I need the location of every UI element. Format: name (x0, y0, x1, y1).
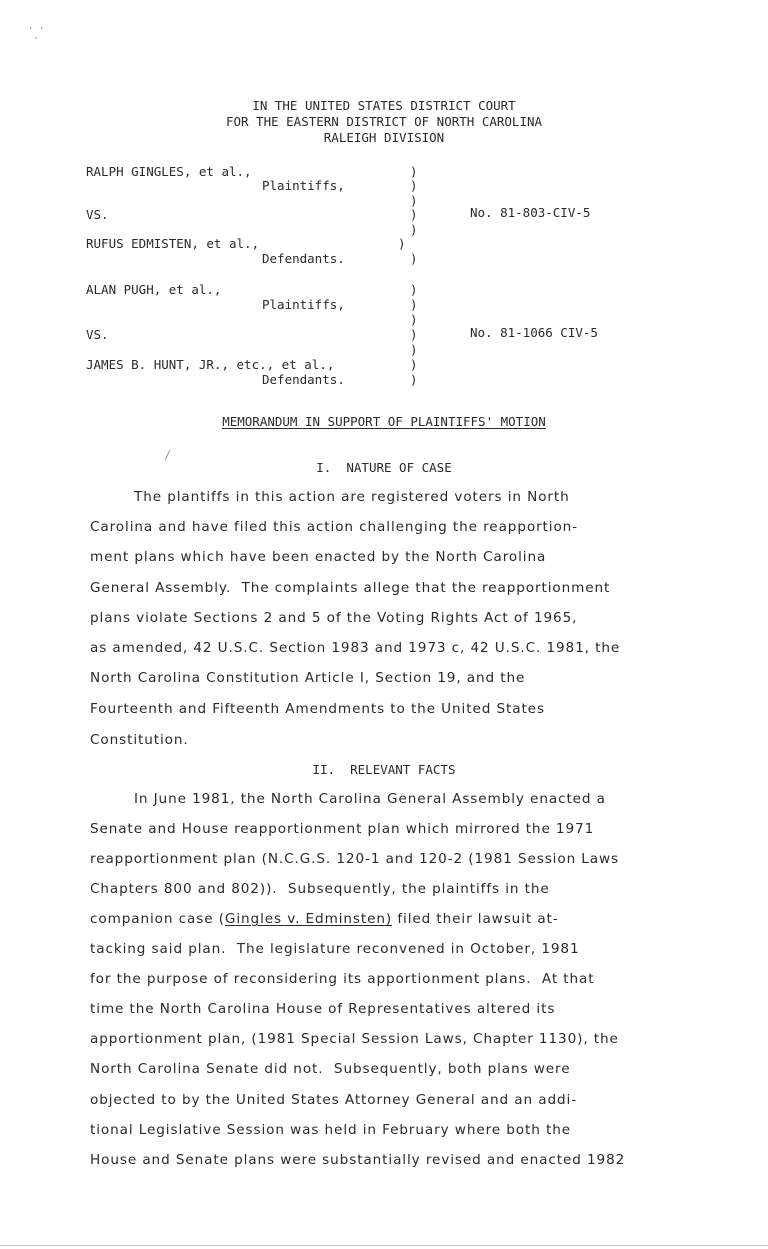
paragraph-line: for the purpose of reconsidering its apportionment plans. At that (90, 971, 595, 987)
paragraph-line: Chapters 800 and 802)). Subsequently, the plaintiffs in the (90, 881, 550, 897)
caption-paren: ) (410, 342, 418, 357)
caption-paren: ) (410, 251, 418, 266)
section-heading: II. RELEVANT FACTS (312, 762, 456, 777)
paragraph-line: Carolina and have filed this action challenging the reapportion- (90, 519, 579, 535)
paragraph-line: ment plans which have been enacted by the North Carolina (90, 549, 547, 565)
paragraph-line (90, 911, 559, 927)
caption-paren: ) (410, 282, 418, 297)
paragraph-line: In June 1981, the North Carolina General Assembly enacted a (134, 791, 606, 807)
paragraph-line: time the North Carolina House of Representatives altered its (90, 1001, 556, 1017)
case1-defendant-role: Defendants. (262, 251, 345, 266)
case2-plaintiff: ALAN PUGH, et al., (86, 282, 222, 297)
scan-mark: / (164, 448, 172, 462)
page-edge-line (0, 1245, 768, 1246)
case1-defendant: RUFUS EDMISTEN, et al., (86, 236, 260, 251)
case1-versus: VS. (86, 207, 109, 222)
case2-number: No. 81-1066 CIV-5 (470, 325, 598, 340)
paragraph-line: reapportionment plan (N.C.G.S. 120-1 and 120-2 (1981 Session Laws (90, 851, 620, 867)
memorandum-title: MEMORANDUM IN SUPPORT OF PLAINTIFFS' MOTION (222, 414, 546, 429)
paragraph-line: tacking said plan. The legislature reconvened in October, 1981 (90, 941, 580, 957)
paragraph-line: North Carolina Senate did not. Subsequently, both plans were (90, 1061, 571, 1077)
case-line-prefix: companion case ( (90, 911, 225, 927)
section-heading: I. NATURE OF CASE (316, 460, 452, 475)
paragraph-line: The plantiffs in this action are registered voters in North (134, 489, 570, 505)
caption-paren: ) (398, 236, 406, 251)
case2-plaintiff-role: Plaintiffs, (262, 297, 345, 312)
caption-paren: ) (410, 207, 418, 222)
scan-specks: · · · (28, 24, 45, 44)
caption-paren: ) (410, 357, 418, 372)
paragraph-line: plans violate Sections 2 and 5 of the Voting Rights Act of 1965, (90, 610, 578, 626)
caption-paren: ) (410, 372, 418, 387)
caption-paren: ) (410, 222, 418, 237)
case1-number: No. 81-803-CIV-5 (470, 205, 591, 220)
court-division-line: RALEIGH DIVISION (323, 130, 445, 145)
case2-versus: VS. (86, 327, 109, 342)
paragraph-line: General Assembly. The complaints allege that the reapportionment (90, 580, 611, 596)
case-line-suffix: filed their lawsuit at- (392, 911, 559, 927)
paragraph-line: tional Legislative Session was held in February where both the (90, 1122, 572, 1138)
caption-paren: ) (410, 297, 418, 312)
court-name-line: IN THE UNITED STATES DISTRICT COURT (252, 98, 516, 113)
paragraph-line: Fourteenth and Fifteenth Amendments to the United States (90, 701, 545, 717)
case-name: Gingles v. Edminsten) (224, 911, 393, 927)
paragraph-line: Constitution. (90, 732, 189, 748)
case2-defendant-role: Defendants. (262, 372, 345, 387)
caption-paren: ) (410, 193, 418, 208)
case1-plaintiff-role: Plaintiffs, (262, 178, 345, 193)
caption-paren: ) (410, 312, 418, 327)
paragraph-line: House and Senate plans were substantially revised and enacted 1982 (90, 1152, 626, 1168)
caption-paren: ) (410, 327, 418, 342)
case1-plaintiff: RALPH GINGLES, et al., (86, 164, 252, 179)
paragraph-line: as amended, 42 U.S.C. Section 1983 and 1973 c, 42 U.S.C. 1981, the (90, 640, 621, 656)
case2-defendant: JAMES B. HUNT, JR., etc., et al., (86, 357, 335, 372)
court-district-line: FOR THE EASTERN DISTRICT OF NORTH CAROLINA (225, 114, 543, 129)
caption-paren: ) (410, 164, 418, 179)
paragraph-line: North Carolina Constitution Article I, Section 19, and the (90, 670, 526, 686)
paragraph-line: apportionment plan, (1981 Special Session Laws, Chapter 1130), the (90, 1031, 619, 1047)
caption-paren: ) (410, 178, 418, 193)
paragraph-line: objected to by the United States Attorney General and an addi- (90, 1092, 578, 1108)
paragraph-line: Senate and House reapportionment plan which mirrored the 1971 (90, 821, 595, 837)
